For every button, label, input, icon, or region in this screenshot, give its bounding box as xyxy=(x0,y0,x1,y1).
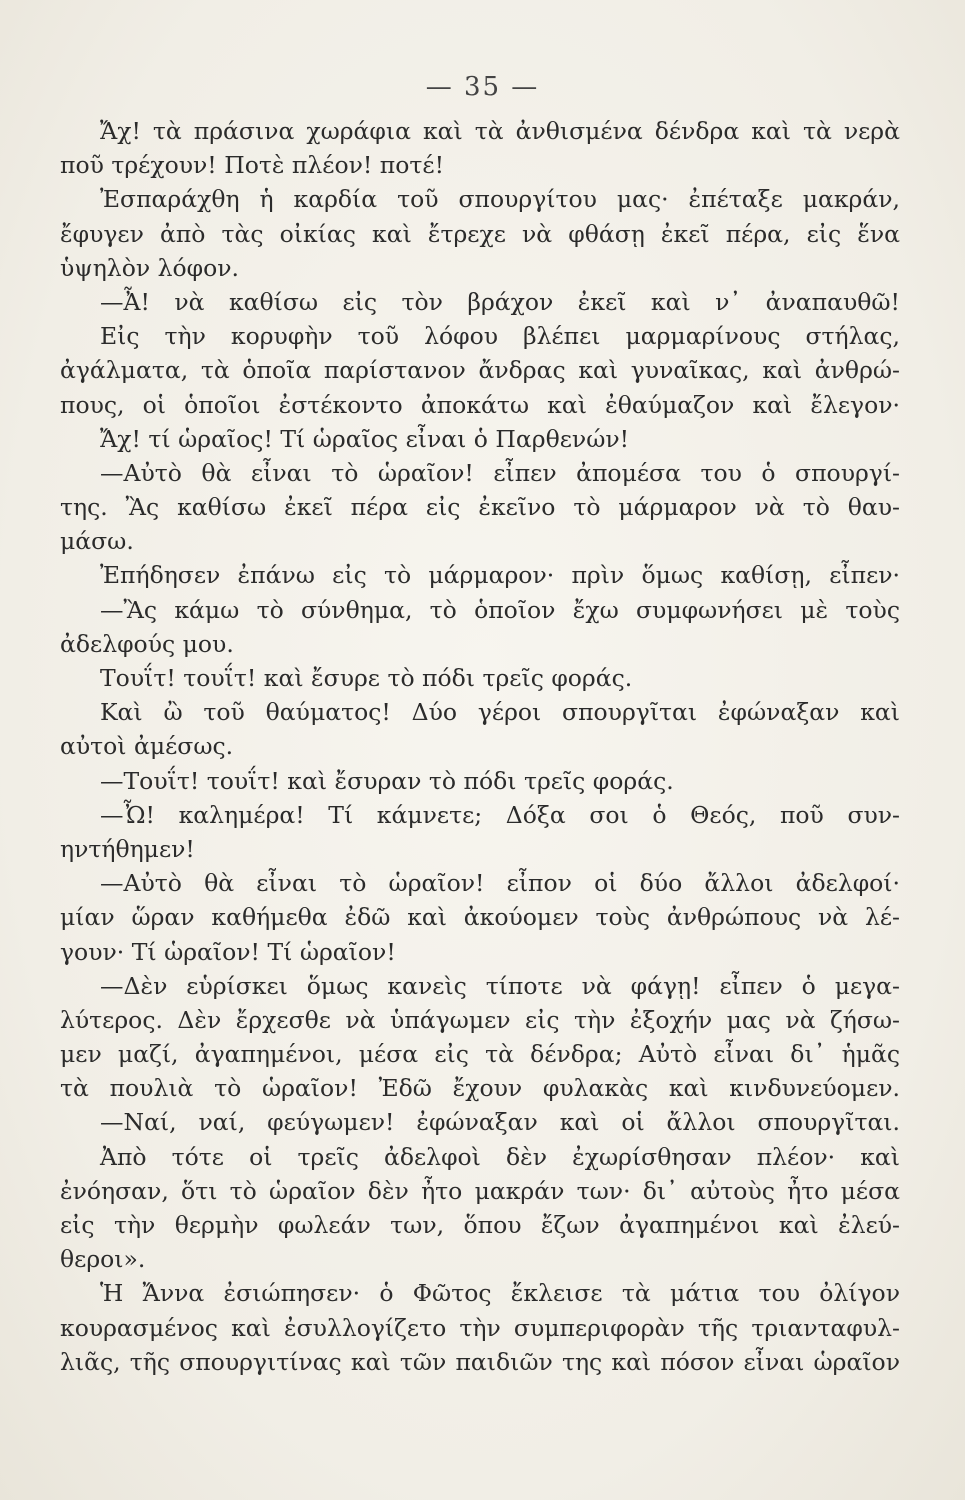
text-line: Ἐσπαράχθη ἡ καρδία τοῦ σπουργίτου μας· ἐπέταξε μακράν, xyxy=(100,185,900,214)
text-line: Ἄχ! τί ὡραῖος! Τί ὡραῖος εἶναι ὁ Παρθενών! xyxy=(100,424,630,453)
text-line: ηντήθημεν! xyxy=(60,834,195,863)
page-number: — 35 — xyxy=(425,72,540,102)
text-line: Ἐπήδησεν ἐπάνω εἰς τὸ μάρμαρον· πρὶν ὅμως καθίσῃ, εἶπεν· xyxy=(100,561,900,590)
text-line: τὰ πουλιὰ τὸ ὡραῖον! Ἐδῶ ἔχουν φυλακὰς καὶ κινδυνεύομεν. xyxy=(60,1074,900,1103)
text-line: λιᾶς, τῆς σπουργιτίνας καὶ τῶν παιδιῶν της καὶ πόσον εἶναι ὡραῖον xyxy=(60,1347,900,1376)
text-line: Ἄχ! τὰ πράσινα χωράφια καὶ τὰ ἀνθισμένα δένδρα καὶ τὰ νερὰ xyxy=(100,117,900,145)
text-line: μεν μαζί, ἀγαπημένοι, μέσα εἰς τὰ δένδρα; Αὐτὸ εἶναι δι᾽ ἡμᾶς xyxy=(60,1040,900,1069)
text-line: γουν· Τί ὡραῖον! Τί ὡραῖον! xyxy=(60,937,396,966)
text-line: Ἀπὸ τότε οἱ τρεῖς ἀδελφοὶ δὲν ἐχωρίσθησαν πλέον· καὶ xyxy=(100,1142,900,1171)
text-line: ἐνόησαν, ὅτι τὸ ὡραῖον δὲν ἦτο μακράν των· δι᾽ αὐτοὺς ἦτο μέσα xyxy=(60,1176,900,1205)
text-line: Τουΐτ! τουΐτ! καὶ ἔσυρε τὸ πόδι τρεῖς φοράς. xyxy=(100,664,633,692)
text-line: εἰς τὴν θερμὴν φωλεάν των, ὅπου ἔζων ἀγαπημένοι καὶ ἐλεύ- xyxy=(60,1211,900,1239)
text-line: —Αὐτὸ θὰ εἶναι τὸ ὡραῖον! εἶπεν ἀπομέσα του ὁ σπουργί- xyxy=(100,458,900,487)
text-line: Ἡ Ἄννα ἐσιώπησεν· ὁ Φῶτος ἔκλεισε τὰ μάτια του ὀλίγον xyxy=(100,1279,900,1308)
text-line: θεροι». xyxy=(60,1245,146,1274)
text-line: μάσω. xyxy=(60,527,134,556)
text-line: Καὶ ὢ τοῦ θαύματος! Δύο γέροι σπουργῖται ἐφώναξαν καὶ xyxy=(100,698,900,727)
text-line: —Αὐτὸ θὰ εἶναι τὸ ὡραῖον! εἶπον οἱ δύο ἄλλοι ἀδελφοί· xyxy=(100,869,900,898)
text-line: της. Ἂς καθίσω ἐκεῖ πέρα εἰς ἐκεῖνο τὸ μάρμαρον νὰ τὸ θαυ- xyxy=(60,493,900,522)
text-line: —Ἂς κάμω τὸ σύνθημα, τὸ ὁποῖον ἔχω συμφωνήσει μὲ τοὺς xyxy=(100,595,900,624)
text-line: αὐτοὶ ἀμέσως. xyxy=(60,732,234,761)
text-line: πους, οἱ ὁποῖοι ἐστέκοντο ἀποκάτω καὶ ἐθαύμαζον καὶ ἔλεγον· xyxy=(60,390,900,419)
text-line: ἔφυγεν ἀπὸ τὰς οἰκίας καὶ ἔτρεχε νὰ φθάσῃ ἐκεῖ πέρα, εἰς ἕνα xyxy=(60,219,900,248)
text-line: ἀγάλματα, τὰ ὁποῖα παρίστανον ἄνδρας καὶ γυναῖκας, καὶ ἀνθρώ- xyxy=(60,356,900,385)
text-line: Εἰς τὴν κορυφὴν τοῦ λόφου βλέπει μαρμαρίνους στήλας, xyxy=(100,322,900,351)
text-line: μίαν ὥραν καθήμεθα ἐδῶ καὶ ἀκούομεν τοὺς ἀνθρώπους νὰ λέ- xyxy=(60,903,900,932)
text-line: λύτερος. Δὲν ἔρχεσθε νὰ ὑπάγωμεν εἰς τὴν ἐξοχήν μας νὰ ζήσω- xyxy=(60,1005,900,1034)
text-line: —Τουΐτ! τουΐτ! καὶ ἔσυραν τὸ πόδι τρεῖς φοράς. xyxy=(100,766,674,795)
text-line: —Ὦ! καλημέρα! Τί κάμνετε; Δόξα σοι ὁ Θεός, ποῦ συν- xyxy=(100,800,900,829)
text-line: ἀδελφούς μου. xyxy=(60,629,234,658)
text-line: —Ἆ! νὰ καθίσω εἰς τὸν βράχον ἐκεῖ καὶ ν᾽ ἀναπαυθῶ! xyxy=(100,287,900,316)
text-line: —Ναί, ναί, φεύγωμεν! ἐφώναξαν καὶ οἱ ἄλλοι σπουργῖται. xyxy=(100,1108,900,1137)
text-line: —Δὲν εὑρίσκει ὅμως κανεὶς τίποτε νὰ φάγῃ! εἶπεν ὁ μεγα- xyxy=(100,971,900,1000)
body-text xyxy=(60,114,900,1379)
text-line: κουρασμένος καὶ ἐσυλλογίζετο τὴν συμπεριφορὰν τῆς τριανταφυλ- xyxy=(60,1313,900,1342)
text-line: ὑψηλὸν λόφον. xyxy=(60,253,239,282)
text-line: ποῦ τρέχουν! Ποτὲ πλέον! ποτέ! xyxy=(60,151,445,180)
